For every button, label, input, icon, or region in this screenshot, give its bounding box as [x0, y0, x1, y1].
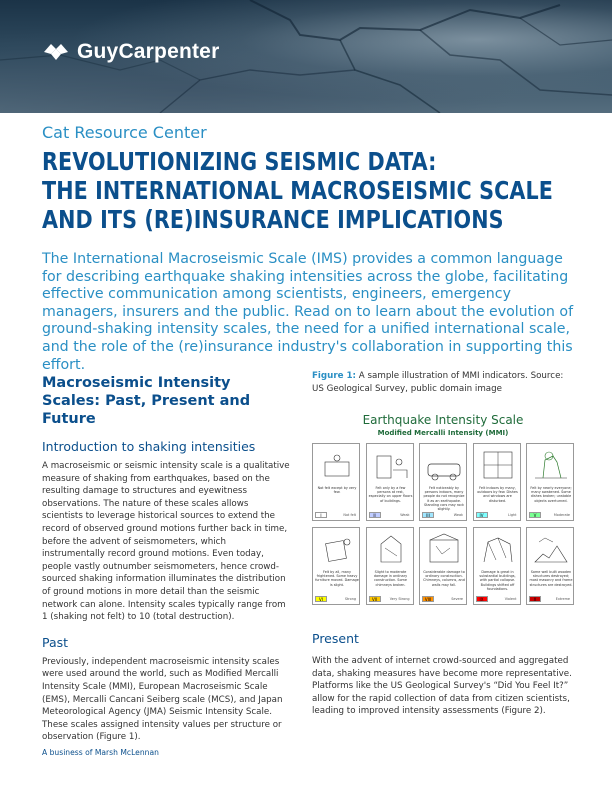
mmi-description: Felt by nearly everyone; many awakened. Some dishes broken; unstable objects overturned. [530, 486, 572, 503]
mmi-panel [473, 443, 521, 521]
mmi-level-label: Strong [344, 597, 356, 601]
mmi-level-label: Violent [504, 597, 517, 601]
present-section [312, 631, 574, 718]
figure-caption [312, 370, 574, 395]
brand-logo[interactable] [42, 40, 219, 64]
mmi-level-label: Extreme [555, 597, 570, 601]
title-line-2: THE INTERNATIONAL MACROSEISMIC SCALE [42, 176, 554, 205]
mmi-description: Felt by all, many frightened. Some heavy furniture moved. Damage is slight. [315, 570, 359, 587]
mmi-description: Not felt except by very few. [317, 486, 357, 495]
mmi-intensity-number: X [529, 596, 541, 602]
mmi-figure [312, 413, 574, 613]
mmi-intensity-number: VII [369, 596, 381, 602]
paragraph-introduction: A macroseismic or seismic intensity scale is a qualitative measure of shaking from earthquakes, based on the resulting damage to structures and eyewitness observations. The nature of these scales allows scientists to leverage historical sources to extend the record of observed ground motions further back in time, before the advent of seismometers, which instrumentally record ground motions. Even today, people vastly outnumber seismometers, hence crowd-sourced shaking information illuminates the distribution of ground motions in more detail than the seismic network can alone. Intensity scales typically range from 1 (shaking not felt) to 10 (total destruction). [42, 461, 290, 623]
section-heading: Macroseismic Intensity Scales: Past, Present and Future [42, 375, 251, 427]
mmi-description: Considerable damage to ordinary construction. Chimneys, columns, and walls may fall. [423, 570, 465, 587]
mmi-level-label: Very Strong [389, 597, 410, 601]
left-column [42, 374, 290, 744]
caption-label: Figure 1: [312, 371, 357, 381]
mmi-description: Felt indoors by many, outdoors by few. Dishes and windows are disturbed. [477, 486, 518, 503]
mmi-illustration-icon [478, 532, 518, 566]
mmi-illustration-icon [478, 448, 518, 482]
caption-text: A sample illustration of MMI indicators. Source: US Geological Survey, public domain image [312, 371, 564, 394]
mmi-description: Slight to moderate damage in ordinary construction. Some chimneys broken. [373, 570, 408, 587]
title-line-1: REVOLUTIONIZING SEISMIC DATA: [42, 147, 437, 176]
mmi-level-label: Severe [451, 597, 463, 601]
page-title [42, 147, 554, 234]
mmi-level-label: Moderate [553, 513, 570, 517]
mmi-panel [366, 527, 414, 605]
intro-paragraph: The International Macroseismic Scale (IMS) provides a common language for describing earthquake shaking intensities across the globe, facilitating effective communication among scientists, engineers, emergency managers, insurers and the public. Read on to learn about the evolution of ground-shaking intensity scales, the need for a unified international scale, and the role of the (re)insurance industry's collaboration in supporting this effort. [42, 251, 574, 373]
mmi-panel [312, 527, 360, 605]
mmi-level-label: Light [508, 513, 517, 517]
brand-name: GuyCarpenter [77, 40, 220, 63]
section-kicker: Cat Resource Center [42, 123, 207, 142]
subheading-present: Present [312, 631, 359, 646]
mmi-intensity-number: III [422, 512, 434, 518]
mmi-intensity-number: VI [315, 596, 327, 602]
mmi-illustration-icon [371, 448, 411, 482]
paragraph-present: With the advent of internet crowd-sourced and aggregated data, shaking measures have become more representative. Platforms like the US Geological Survey's “Did You Feel It?” allow for the rapid collection of data from citizen scientists, leading to improved intensity assessments (Figure 2). [312, 656, 572, 717]
mmi-level-label: Weak [400, 513, 410, 517]
mmi-illustration-icon [531, 448, 571, 482]
mmi-illustration-icon [317, 448, 357, 482]
paragraph-past: Previously, independent macroseismic intensity scales were used around the world, such as Modified Mercalli Intensity Scale (MMI), European Macroseismic Scale (EMS), Mercalli Cancani Seiberg scale (MCS), and Japan Meteorological Agency (JMA) Seismic Intensity Scale. These scales assigned intensity values per structure or observation (Figure 1). [42, 656, 283, 743]
header-banner [0, 0, 612, 113]
mmi-intensity-number: VIII [422, 596, 434, 602]
mmi-intensity-number: V [529, 512, 541, 518]
mmi-intensity-number: IV [476, 512, 488, 518]
mmi-level-label: Not felt [343, 513, 356, 517]
title-line-3: AND ITS (RE)INSURANCE IMPLICATIONS [42, 205, 504, 234]
mmi-intensity-number: II [369, 512, 381, 518]
mmi-illustration-icon [424, 448, 464, 482]
mmi-panel [526, 527, 574, 605]
mmi-intensity-number: IX [476, 596, 488, 602]
subheading-past: Past [42, 634, 69, 650]
mmi-illustration-icon [424, 532, 464, 566]
mmi-panel [366, 443, 414, 521]
mmi-panel [312, 443, 360, 521]
figure-subtitle: Modified Mercalli Intensity (MMI) [377, 429, 509, 437]
mmi-illustration-icon [531, 532, 571, 566]
subheading-introduction: Introduction to shaking intensities [42, 439, 256, 454]
guycarpenter-logo-icon [42, 40, 70, 64]
mmi-description: Felt noticeably by persons indoors, many people do not recognize it as an earthquake. Standing cars may rock slightly. [423, 486, 465, 512]
mmi-panel [419, 527, 467, 605]
mmi-illustration-icon [371, 532, 411, 566]
mmi-level-label: Weak [453, 513, 463, 517]
mmi-panel [473, 527, 521, 605]
mmi-intensity-number: I [315, 512, 327, 518]
footer-text: A business of Marsh McLennan [42, 748, 159, 757]
mmi-description: Damage is great in substantial buildings, with partial collapse. Buildings shifted off foundations. [479, 570, 516, 591]
mmi-panel [526, 443, 574, 521]
mmi-description: Some well built wooden structures destroyed; most masonry and frame structures are destroyed. [529, 570, 573, 587]
mmi-illustration-icon [317, 532, 357, 566]
figure-title: Earthquake Intensity Scale [362, 413, 524, 427]
mmi-panel [419, 443, 467, 521]
mmi-description: Felt only by a few persons at rest, especially on upper floors of buildings. [368, 486, 413, 503]
